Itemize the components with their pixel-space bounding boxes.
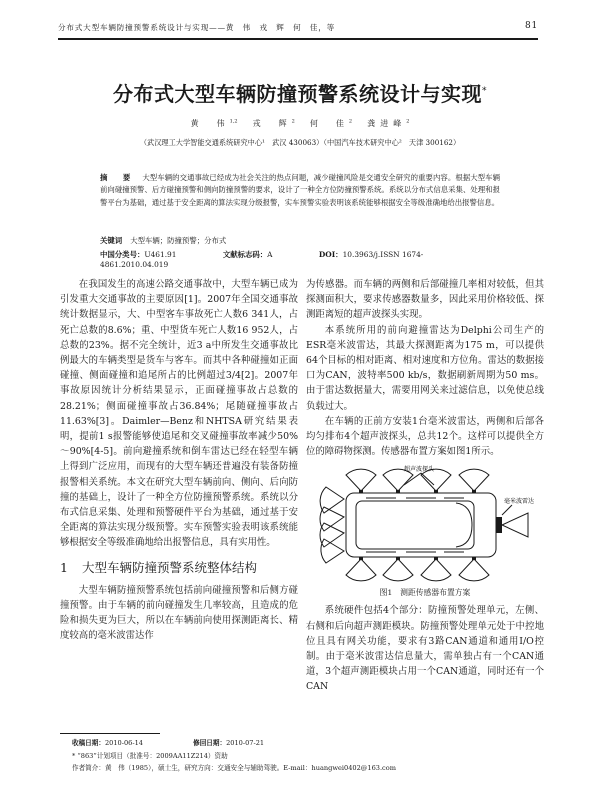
date-line bbox=[72, 737, 532, 750]
abstract-text: 大型车辆的交通事故已经成为社会关注的热点问题，减少碰撞风险是交通安全研究的重要内容。根据大型车辆前向碰撞预警、后方碰撞预警和侧向防撞预警的要求，设计了一种全方位防撞预警系统。系统以分布式信息采集、处理和报警平台为基础，通过基于安全距离的算法实现分级报警，实车预警实验表明该系统能够根据安全等级准确地给出报警信息。 bbox=[100, 173, 500, 207]
radar-label: 毫米波雷达 bbox=[504, 498, 535, 506]
footnote-rule bbox=[60, 733, 160, 734]
section-number: 1 bbox=[60, 559, 68, 575]
intro-paragraph: 在我国发生的高速公路交通事故中，大型车辆已成为引发重大交通事故的主要原因[1]。2007年全国交通事故统计数据显示，大、中型客车事故死亡人数6 341人，占死亡总数的8.6%；重、中型货车死亡人数16 952人，占总数的23%。据不完全统计，近3 a中所发生交通事故比例最大的车辆类型是货车与客车。而其中各种碰撞如正面碰撞、侧面碰撞和追尾所占的比例超过3/4[2]。2007年事故原因统计分析结果显示，正面碰撞事故占总数的28.21%；侧面碰撞事故占36.84%；尾随碰撞事故占11.63%[3]。Daimler—Benz和NHTSA研究结果表明，提前1 s报警能够使追尾和交叉碰撞事故率减少50%～90%[4-5]。前向避撞系统和倒车雷达已经在轻型车辆上得到广泛应用，而现有的大型车辆还普遍没有装备防撞报警相关系统。本文在研究大型车辆前向、侧向、后向防撞的基础上，设计了一种全方位防撞预警系统。系统以分布式信息采集、处理和预警硬件平台为基础，通过基于安全距离的算法实现分级预警。实车预警实验表明该系统能够根据安全等级准确地给出报警信息，具有实用性。 bbox=[60, 279, 298, 549]
author-list bbox=[60, 118, 540, 129]
sensor-layout-figure bbox=[306, 465, 544, 585]
section-paragraph: 大型车辆防撞预警系统包括前向碰撞预警和后侧方碰撞预警。由于车辆的前向碰撞发生几率较高，且造成的危险和损失更为巨大，所以在车辆前向使用探测距离长、精度较高的毫米波雷达作 bbox=[60, 584, 298, 642]
sensor-paragraph: 在车辆的正前方安装1台毫米波雷达，两侧和后部各均匀排布4个超声波探头，总共12个。这样可以提供全方位的障碍物探测。传感器布置方案如图1所示。 bbox=[306, 415, 544, 458]
classification-line bbox=[100, 249, 520, 269]
funding-note: * “863”计划项目（批准号：2009AA11Z214）资助 bbox=[72, 751, 228, 760]
running-head-title: 分布式大型车辆防撞预警系统设计与实现——黄 伟 戎 辉 何 佳，等 bbox=[58, 23, 335, 32]
document-code: 文献标志码：A bbox=[222, 250, 273, 259]
vehicle-sensor-diagram bbox=[316, 465, 536, 583]
paper-title bbox=[60, 78, 540, 107]
abstract-label: 摘 要 bbox=[100, 173, 135, 182]
keywords-text: 大型车辆；防撞预警；分布式 bbox=[130, 236, 227, 245]
right-column bbox=[306, 277, 544, 695]
abstract bbox=[100, 172, 500, 209]
radar-unit bbox=[496, 517, 502, 533]
left-column bbox=[60, 277, 298, 643]
radar-paragraph: 本系统所用的前向避撞雷达为Delphi公司生产的ESR毫米波雷达，其最大探测距离为175 m，可以提供64个目标的相对距离、相对速度和方位角。雷达的数据接口为CAN，波特率500 kb/s，数据刷新周期为50 ms。由于雷达数据量大，需要用网关来过滤信息，以免使总线负载过大。 bbox=[306, 324, 544, 412]
author: 戎 辉$^2$ bbox=[252, 118, 295, 128]
keywords-label: 关键词 bbox=[100, 236, 123, 245]
author: 黄 伟$^{1,2}$ bbox=[190, 118, 238, 128]
ultrasonic-probe-label: 超声波探头 bbox=[404, 466, 435, 474]
doi: DOI：10.3963/j.ISSN 1674-4861.2010.04.019 bbox=[100, 250, 424, 269]
figure-caption: 图1 测距传感器布置方案 bbox=[379, 588, 471, 598]
running-head bbox=[58, 22, 538, 36]
author: 龚进峰$^2$ bbox=[367, 118, 410, 128]
revised-date: 修回日期：2010-07-21 bbox=[193, 739, 265, 747]
author-bio: 作者简介：黄 伟（1985），硕士生，研究方向：交通安全与辅助驾驶。E-mail：huangwei0402@163.com bbox=[72, 764, 396, 772]
keywords bbox=[100, 235, 500, 246]
header-rule bbox=[58, 38, 538, 40]
section-heading bbox=[60, 559, 298, 577]
author: 何 佳$^2$ bbox=[309, 118, 353, 128]
section-title: 大型车辆防撞预警系统整体结构 bbox=[81, 559, 257, 575]
paper-title-text: 分布式大型车辆防撞预警系统设计与实现 bbox=[113, 82, 482, 106]
page-number: 81 bbox=[524, 21, 538, 31]
affiliations: （武汉理工大学智能交通系统研究中心¹ 武汉 430063）（中国汽车技术研究中心² 天津 300162） bbox=[139, 138, 461, 147]
title-footnote-mark: * bbox=[482, 86, 487, 97]
continuation-paragraph: 为传感器。而车辆的两侧和后部碰撞几率相对较低，但其探测面积大，要求传感器数量多，因此采用价格较低、探测距离短的超声波探头实现。 bbox=[306, 279, 544, 321]
clc-number: 中国分类号：U461.91 bbox=[100, 250, 177, 259]
footnotes bbox=[72, 737, 532, 775]
hardware-paragraph: 系统硬件包括4个部分：防撞预警处理单元，左侧、右侧和后向超声测距模块。防撞预警处理单元处于中控地位且具有网关功能，要求有3路CAN通道和通用I/O控制。由于毫米波雷达信息量大，需单独占有一个CAN通道，3个超声测距模块占用一个CAN通道，同时还有一个CAN bbox=[306, 605, 544, 693]
received-date: 收稿日期：2010-06-14 bbox=[72, 739, 143, 747]
